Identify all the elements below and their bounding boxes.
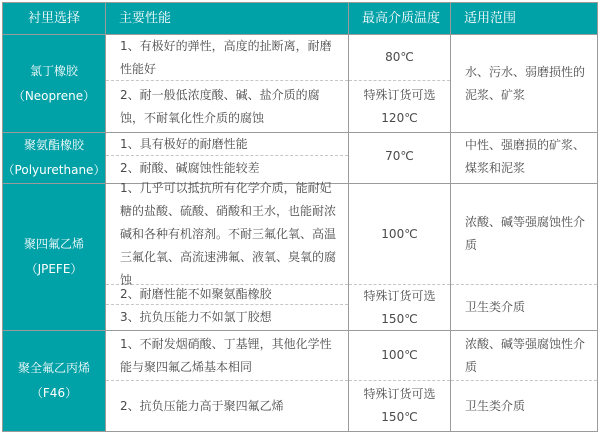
- lining-selection-table: [2, 2, 598, 432]
- material-cell: [3, 331, 106, 431]
- material-code: （JPEFE）: [25, 262, 83, 276]
- application-column: [451, 35, 597, 132]
- application-cell: [451, 35, 597, 132]
- application-cell: [451, 133, 597, 180]
- temperature-cell: [349, 133, 450, 180]
- application-cell: [451, 331, 597, 381]
- performance-item: [106, 180, 348, 287]
- performance-text: 1、不耐发烟硝酸、丁基锂，其他化学性能与聚四氟乙烯基本相同: [120, 336, 332, 374]
- performance-item: [106, 331, 348, 381]
- application-text: 浓酸、碱等强腐蚀性介质: [465, 336, 586, 374]
- material-row-fep: [3, 330, 597, 431]
- performance-text: 1、几乎可以抵抗所有化学介质，能耐妃糖的盐酸、硫酸、硝酸和王水，也能耐浓碱和各种有机溶剂。不耐三氟化氧、高温三氟化氧、高流速沸氟、液氧、臭氧的腐蚀: [120, 180, 337, 287]
- temperature-note: 特殊订货可选: [363, 288, 436, 303]
- material-name: 氯丁橡胶: [29, 63, 78, 78]
- temperature-value: 150℃: [381, 311, 418, 326]
- header-cell-lining-selection: 衬里选择: [3, 3, 106, 34]
- performance-item: [106, 81, 348, 132]
- temperature-note: 特殊订货可选: [363, 87, 436, 102]
- application-text: 卫生类介质: [465, 300, 526, 314]
- performance-item: [106, 305, 348, 330]
- header-cell-max-medium-temperature: 最高介质温度: [349, 3, 451, 34]
- application-cell: [451, 381, 597, 431]
- performance-column: [106, 180, 349, 330]
- performance-item: [106, 381, 348, 431]
- material-name: 聚氨酯橡胶: [23, 138, 84, 152]
- temperature-column: [349, 331, 451, 431]
- temperature-cell: [349, 331, 450, 381]
- application-cell: [451, 184, 597, 285]
- temperature-value: 100℃: [381, 226, 418, 241]
- temperature-note: 特殊订货可选: [363, 387, 436, 401]
- material-cell: [3, 133, 106, 183]
- temperature-cell: [349, 184, 450, 285]
- application-column: [451, 133, 597, 183]
- performance-column: [106, 331, 349, 431]
- performance-column: [106, 133, 349, 183]
- temperature-value: 80℃: [385, 50, 414, 64]
- material-code: （Neoprene）: [12, 88, 96, 103]
- performance-text: 2、抗负压能力高于聚四氟乙烯: [120, 398, 284, 413]
- temperature-cell: [349, 35, 450, 81]
- performance-text: 1、具有极好的耐磨性能: [120, 136, 248, 151]
- temperature-value: 100℃: [381, 348, 418, 362]
- temperature-value: 120℃: [381, 110, 418, 125]
- application-column: [451, 184, 597, 330]
- performance-text: 2、耐酸、碱腐蚀性能较差: [120, 160, 260, 175]
- temperature-column: [349, 133, 451, 183]
- temperature-column: [349, 184, 451, 330]
- application-column: [451, 331, 597, 431]
- temperature-value: 150℃: [381, 410, 418, 424]
- performance-item: [106, 133, 348, 156]
- material-name: 聚四氟乙烯: [23, 237, 84, 251]
- application-text: 中性、强磨损的矿浆、煤浆和泥浆: [465, 137, 586, 175]
- temperature-cell: [349, 81, 450, 132]
- material-row-neoprene: [3, 34, 597, 132]
- application-text: 卫生类介质: [465, 398, 526, 413]
- temperature-cell: [349, 381, 450, 431]
- material-cell: [3, 184, 106, 330]
- application-cell: [451, 285, 597, 330]
- header-cell-main-performance: 主要性能: [106, 3, 349, 34]
- application-text: 水、污水、弱磨损性的泥浆、矿浆: [465, 64, 586, 102]
- temperature-column: [349, 35, 451, 132]
- performance-text: 2、耐磨性能不如聚氨酯橡胶: [120, 287, 272, 301]
- header-cell-application-range: 适用范围: [451, 3, 597, 34]
- performance-column: [106, 35, 349, 132]
- performance-item: [106, 35, 348, 81]
- performance-text: 3、抗负压能力不如氯丁胶想: [120, 310, 272, 324]
- material-cell: [3, 35, 106, 132]
- temperature-cell: [349, 285, 450, 330]
- table-header-row: [3, 3, 597, 34]
- material-row-ptfe: [3, 180, 597, 330]
- material-code: （Polyurethane）: [2, 163, 106, 177]
- material-row-polyurethane: [3, 132, 597, 183]
- material-code: （F46）: [30, 386, 78, 400]
- material-name: 聚全氟乙丙烯: [17, 361, 90, 375]
- temperature-value: 70℃: [385, 149, 414, 163]
- performance-text: 2、耐一般低浓度酸、碱、盐介质的腐蚀，不耐氧化性介质的腐蚀: [120, 87, 320, 125]
- application-text: 浓酸、碱等强腐蚀性介质: [465, 215, 586, 252]
- performance-text: 1、有极好的弹性，高度的扯断离，耐磨性能好: [120, 38, 332, 76]
- performance-item: [106, 285, 348, 305]
